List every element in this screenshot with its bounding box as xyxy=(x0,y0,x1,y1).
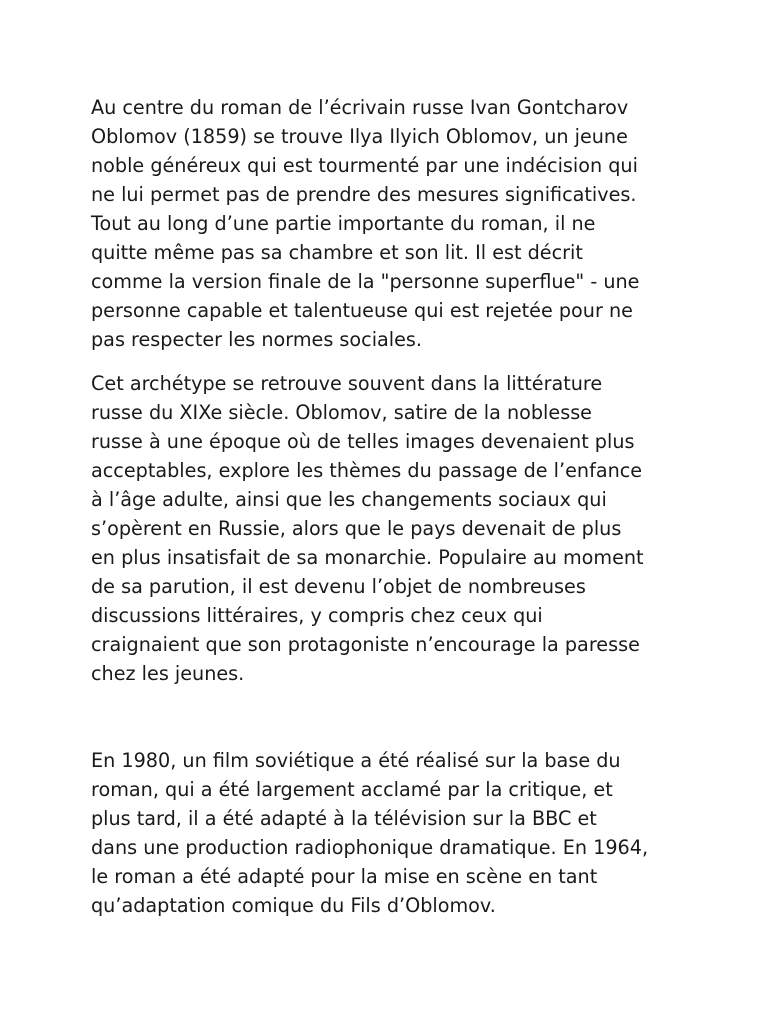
text-line: en plus insatisfait de sa monarchie. Populaire au moment xyxy=(91,546,644,569)
text-line: craignaient que son protagoniste n’encourage la paresse xyxy=(91,633,640,656)
text-line: quitte même pas sa chambre et son lit. Il est décrit xyxy=(91,241,583,264)
text-line: de sa parution, il est devenu l’objet de nombreuses xyxy=(91,575,586,598)
text-line: discussions littéraires, y compris chez ceux qui xyxy=(91,604,543,627)
text-line: roman, qui a été largement acclamé par la critique, et xyxy=(91,778,613,801)
text-line: à l’âge adulte, ainsi que les changements sociaux qui xyxy=(91,488,607,511)
text-line: Au centre du roman de l’écrivain russe Ivan Gontcharov xyxy=(91,96,629,119)
text-line: pas respecter les normes sociales. xyxy=(91,328,423,351)
text-line: comme la version finale de la "personne superflue" - une xyxy=(91,270,640,293)
paragraph-2 xyxy=(91,369,691,688)
text-line: dans une production radiophonique dramatique. En 1964, xyxy=(91,836,649,859)
text-line: En 1980, un film soviétique a été réalisé sur la base du xyxy=(91,749,621,772)
text-line: plus tard, il a été adapté à la télévision sur la BBC et xyxy=(91,807,597,830)
text-line: qu’adaptation comique du Fils d’Oblomov. xyxy=(91,894,496,917)
text-line: Tout au long d’une partie importante du roman, il ne xyxy=(91,212,596,235)
text-line: ne lui permet pas de prendre des mesures significatives. xyxy=(91,183,637,206)
text-line: s’opèrent en Russie, alors que le pays devenait de plus xyxy=(91,517,622,540)
document-body xyxy=(91,93,691,920)
paragraph-1 xyxy=(91,93,691,354)
text-line: Oblomov (1859) se trouve Ilya Ilyich Oblomov, un jeune xyxy=(91,125,628,148)
text-line: acceptables, explore les thèmes du passage de l’enfance xyxy=(91,459,643,482)
text-line: le roman a été adapté pour la mise en scène en tant xyxy=(91,865,598,888)
text-line: russe à une époque où de telles images devenaient plus xyxy=(91,430,635,453)
paragraph-3 xyxy=(91,746,691,920)
text-line: personne capable et talentueuse qui est rejetée pour ne xyxy=(91,299,633,322)
text-line: chez les jeunes. xyxy=(91,662,245,685)
text-line: russe du XIXe siècle. Oblomov, satire de la noblesse xyxy=(91,401,592,424)
text-line: noble généreux qui est tourmenté par une indécision qui xyxy=(91,154,638,177)
text-line: Cet archétype se retrouve souvent dans la littérature xyxy=(91,372,603,395)
